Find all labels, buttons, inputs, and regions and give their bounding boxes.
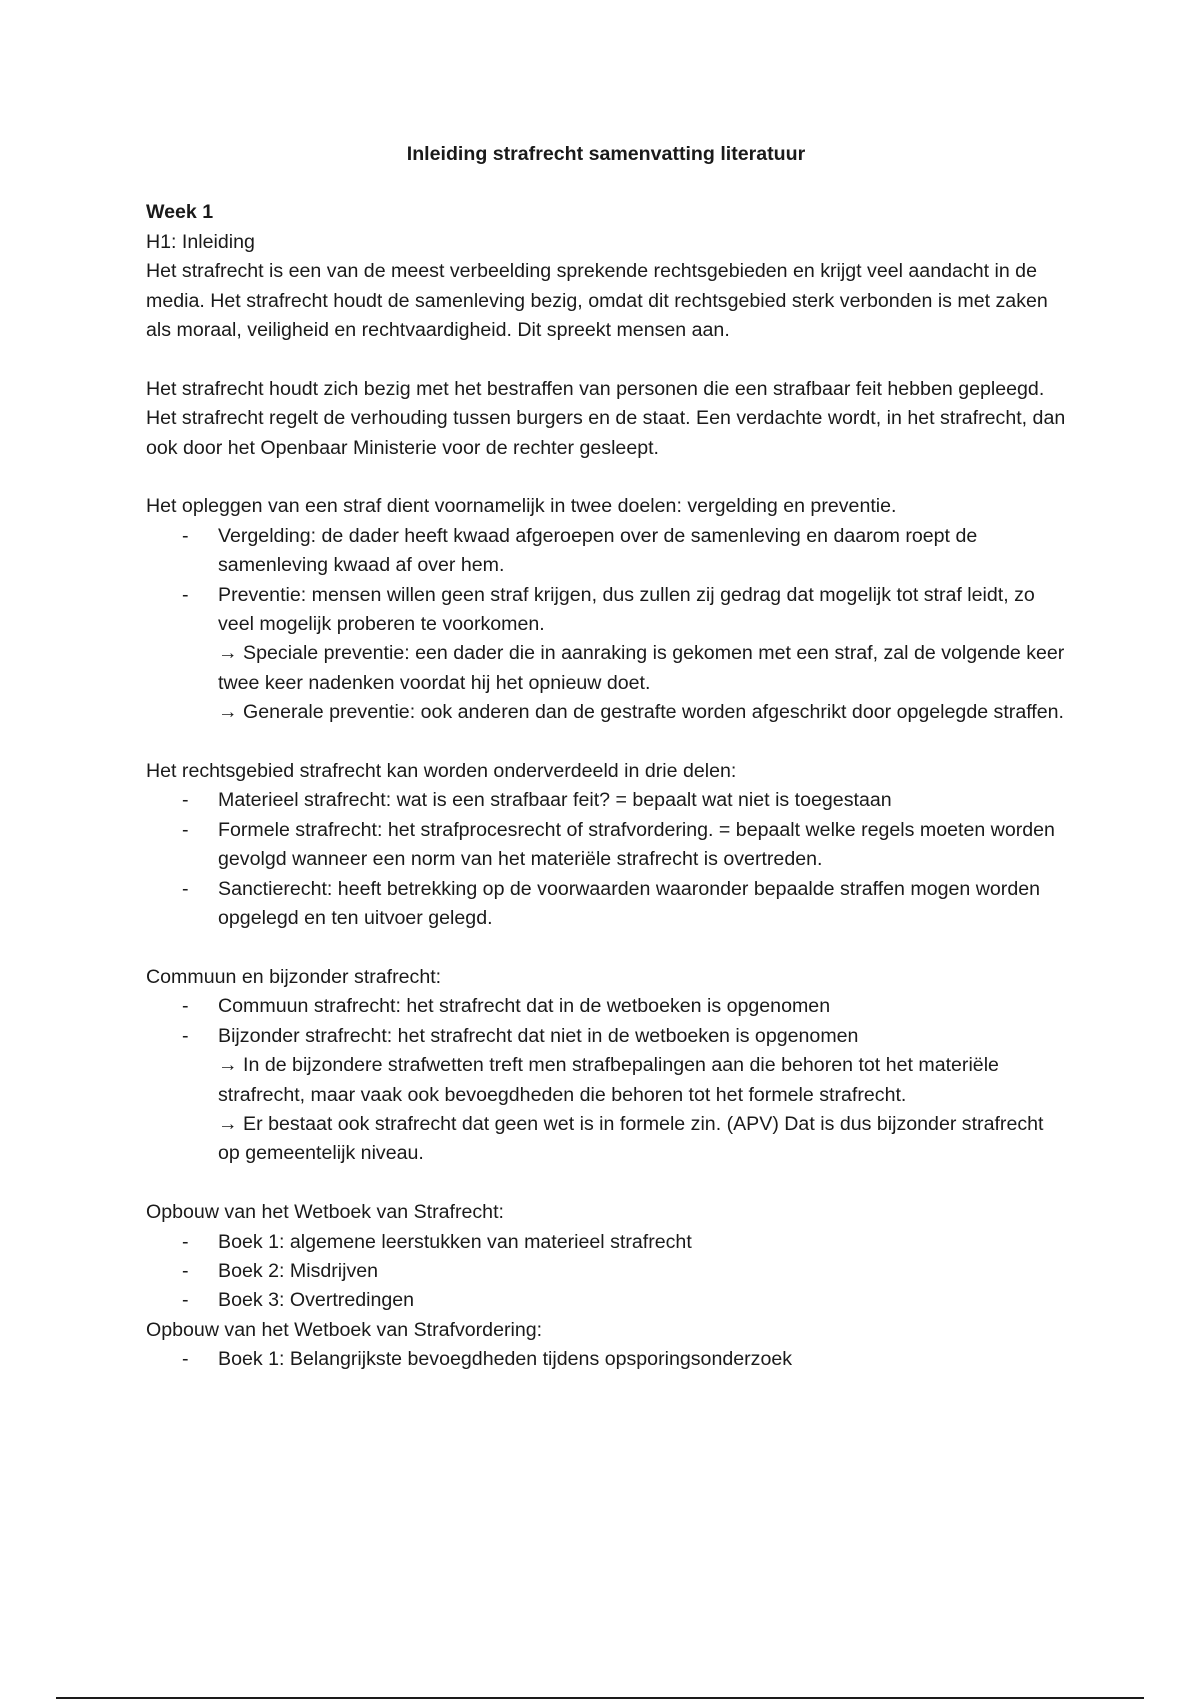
paragraph-intro: Het strafrecht is een van de meest verbeelding sprekende rechtsgebieden en krijgt veel aandacht in de media. Het strafrecht houdt de samenleving bezig, omdat dit rechtsgebied sterk verbonden is met zaken als moraal, veiligheid en rechtvaardigheid. Dit spreekt mensen aan. (146, 260, 1048, 342)
list-item: - Sanctierecht: heeft betrekking op de voorwaarden waaronder bepaalde straffen mogen worden opgelegd en ten uitvoer gelegd. (218, 875, 1066, 934)
list-item: - Materieel strafrecht: wat is een strafbaar feit? = bepaalt wat niet is toegestaan (218, 786, 1066, 815)
list-item: - Boek 1: Belangrijkste bevoegdheden tijdens opsporingsonderzoek (218, 1345, 1066, 1374)
paragraph-bestraffen: Het strafrecht houdt zich bezig met het bestraffen van personen die een strafbaar feit hebben gepleegd. Het strafrecht regelt de verhouding tussen burgers en de staat. Een verdachte wordt, in het strafrecht, dan ook door het Openbaar Ministerie voor de rechter gesleept. (146, 377, 1066, 459)
list-item-text: Vergelding: de dader heeft kwaad afgeroepen over de samenleving en daarom roept de samenleving kwaad af over hem. (218, 524, 978, 577)
list-item-subnote: → Speciale preventie: een dader die in aanraking is gekomen met een straf, zal de volgende keer twee keer nadenken voordat hij het opnieuw doet. (218, 642, 1065, 694)
wvsv-list (146, 1345, 1066, 1374)
delen-list (146, 786, 1066, 933)
list-item (218, 1022, 1066, 1169)
list-item: - Boek 3: Overtredingen (218, 1286, 1066, 1315)
spacer (146, 345, 1066, 374)
page-bottom-divider (56, 1697, 1144, 1699)
spacer (146, 728, 1066, 757)
week-heading: Week 1 (146, 201, 214, 224)
document-page (146, 140, 1066, 1375)
list-item-vergelding (218, 522, 1066, 581)
spacer (146, 463, 1066, 492)
commuun-list (146, 992, 1066, 1168)
list-item: - Commuun strafrecht: het strafrecht dat in de wetboeken is opgenomen (218, 992, 1066, 1021)
list-item-subnote: → In de bijzondere strafwetten treft men strafbepalingen aan die behoren tot het materiële strafrecht, maar vaak ook bevoegdheden die behoren tot het formele strafrecht. (218, 1054, 999, 1106)
list-item-subnote: → Generale preventie: ook anderen dan de gestrafte worden afgeschrikt door opgelegde straffen. (218, 701, 1064, 724)
list-item-text: - Bijzonder strafrecht: het strafrecht dat niet in de wetboeken is opgenomen (218, 1024, 859, 1047)
list-item-preventie (218, 581, 1066, 728)
paragraph-commuun: Commuun en bijzonder strafrecht: (146, 965, 442, 988)
list-item: - Boek 2: Misdrijven (218, 1257, 1066, 1286)
chapter-heading: H1: Inleiding (146, 230, 255, 253)
wvsr-list (146, 1228, 1066, 1316)
paragraph-wvsr: Opbouw van het Wetboek van Strafrecht: (146, 1201, 504, 1224)
doelen-list (146, 522, 1066, 728)
paragraph-wvsv: Opbouw van het Wetboek van Strafvordering: (146, 1318, 543, 1341)
list-item-text: - Preventie: mensen willen geen straf krijgen, dus zullen zij gedrag dat mogelijk tot straf leidt, zo veel mogelijk proberen te voorkomen. (218, 583, 1035, 636)
spacer (146, 1169, 1066, 1198)
paragraph-delen: Het rechtsgebied strafrecht kan worden onderverdeeld in drie delen: (146, 760, 737, 783)
list-item: - Formele strafrecht: het strafprocesrecht of strafvordering. = bepaalt welke regels moeten worden gevolgd wanneer een norm van het materiële strafrecht is overtreden. (218, 816, 1066, 875)
document-title: Inleiding strafrecht samenvatting literatuur (406, 143, 806, 165)
list-item-subnote: → Er bestaat ook strafrecht dat geen wet is in formele zin. (APV) Dat is dus bijzonder strafrecht op gemeentelijk niveau. (218, 1112, 1044, 1165)
spacer (146, 934, 1066, 963)
list-item: - Boek 1: algemene leerstukken van materieel strafrecht (218, 1228, 1066, 1257)
paragraph-doelen: Het opleggen van een straf dient voornamelijk in twee doelen: vergelding en preventie. (146, 495, 897, 518)
